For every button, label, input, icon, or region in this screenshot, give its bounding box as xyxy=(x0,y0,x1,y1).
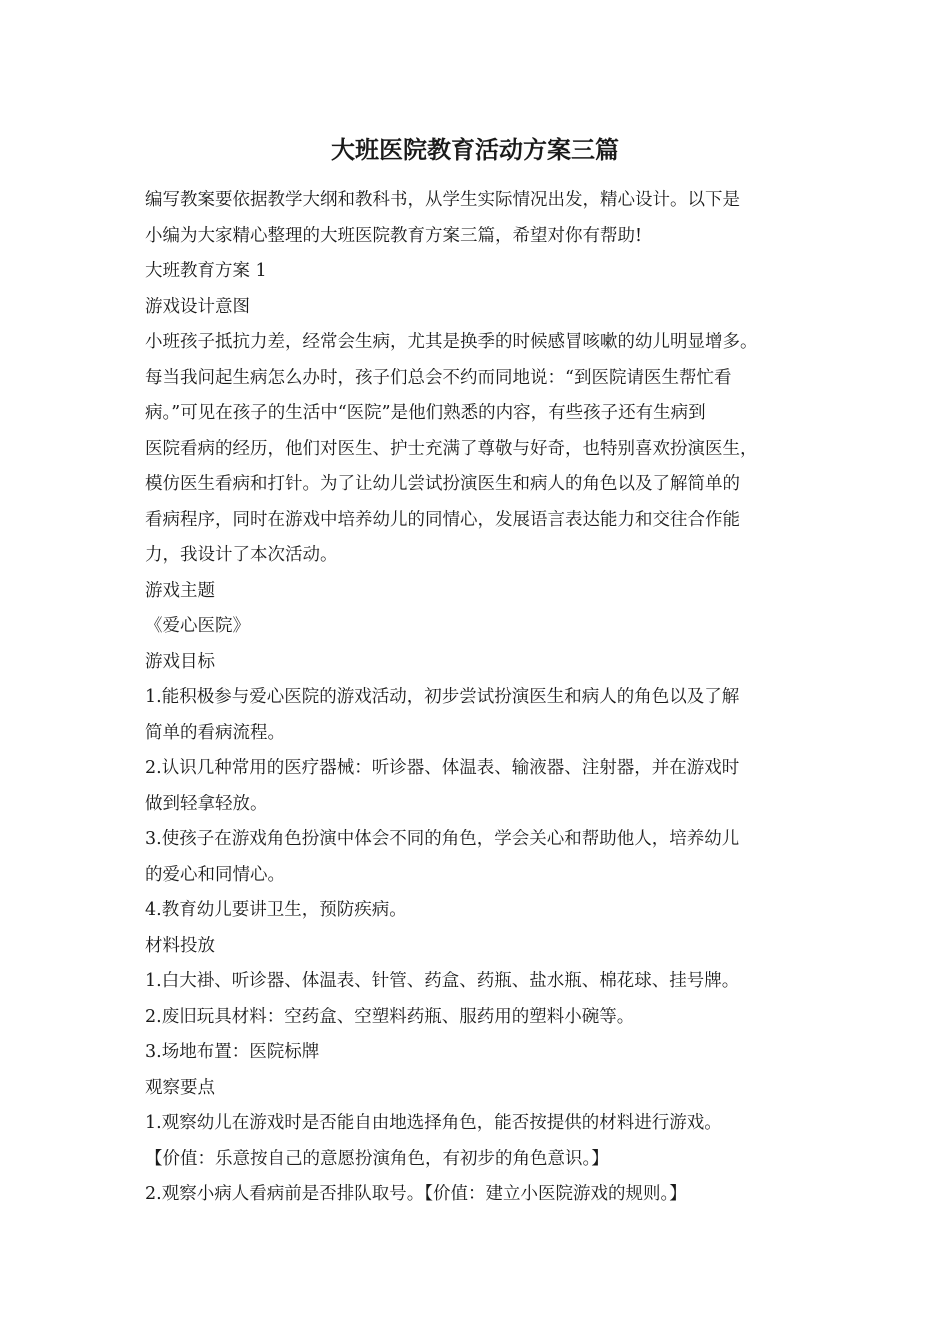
paragraph xyxy=(145,751,825,822)
text-line: 2.认识几种常用的医疗器械：听诊器、体温表、输液器、注射器，并在游戏时 xyxy=(145,758,740,778)
paragraph xyxy=(145,290,825,326)
paragraph xyxy=(145,1000,825,1036)
paragraph xyxy=(145,645,825,681)
text-line: 每当我问起生病怎么办时，孩子们总会不约而同地说：“到医院请医生帮忙看 xyxy=(145,367,732,388)
text-line: 做到轻拿轻放。 xyxy=(145,793,268,814)
text-line: 游戏目标 xyxy=(145,651,215,672)
text-line: 病。”可见在孩子的生活中“医院”是他们熟悉的内容，有些孩子还有生病到 xyxy=(145,403,706,423)
text-line: 《爱心医院》 xyxy=(145,616,250,636)
text-line: 游戏设计意图 xyxy=(145,296,250,317)
text-line: 简单的看病流程。 xyxy=(145,722,285,743)
text-line: 【价值：乐意按自己的意愿扮演角色，有初步的角色意识。】 xyxy=(145,1148,609,1169)
text-line: 力，我设计了本次活动。 xyxy=(145,545,338,565)
paragraph xyxy=(145,574,825,610)
text-line: 2.观察小病人看病前是否排队取号。【价值：建立小医院游戏的规则。】 xyxy=(145,1184,687,1204)
text-line: 2.废旧玩具材料：空药盒、空塑料药瓶、服药用的塑料小碗等。 xyxy=(145,1006,635,1027)
paragraph xyxy=(145,1035,825,1071)
paragraph xyxy=(145,609,825,645)
text-line: 1.能积极参与爱心医院的游戏活动，初步尝试扮演医生和病人的角色以及了解 xyxy=(145,687,740,707)
text-line: 大班教育方案 1 xyxy=(145,261,267,281)
paragraph xyxy=(145,964,825,1000)
text-line: 3.使孩子在游戏角色扮演中体会不同的角色，学会关心和帮助他人，培养幼儿 xyxy=(145,829,740,849)
text-line: 小编为大家精心整理的大班医院教育方案三篇，希望对你有帮助! xyxy=(145,225,643,246)
text-line: 1.观察幼儿在游戏时是否能自由地选择角色，能否按提供的材料进行游戏。 xyxy=(145,1113,722,1133)
paragraph xyxy=(145,680,825,751)
text-line: 游戏主题 xyxy=(145,580,215,601)
text-line: 观察要点 xyxy=(145,1077,215,1098)
text-line: 1.白大褂、听诊器、体温表、针管、药盒、药瓶、盐水瓶、棉花球、挂号牌。 xyxy=(145,971,740,991)
document-body xyxy=(145,183,825,1213)
text-line: 4.教育幼儿要讲卫生，预防疾病。 xyxy=(145,900,407,920)
paragraph xyxy=(145,1106,825,1142)
paragraph xyxy=(145,822,825,893)
text-line: 小班孩子抵抗力差，经常会生病，尤其是换季的时候感冒咳嗽的幼儿明显增多。 xyxy=(145,332,758,352)
paragraph xyxy=(145,183,825,254)
paragraph xyxy=(145,325,825,574)
paragraph xyxy=(145,893,825,929)
text-line: 的爱心和同情心。 xyxy=(145,864,285,885)
document-title: 大班医院教育活动方案三篇 xyxy=(331,135,619,164)
text-line: 编写教案要依据教学大纲和教科书，从学生实际情况出发，精心设计。以下是 xyxy=(145,190,740,210)
paragraph xyxy=(145,1071,825,1107)
paragraph xyxy=(145,929,825,965)
paragraph xyxy=(145,1142,825,1178)
text-line: 医院看病的经历，他们对医生、护士充满了尊敬与好奇，也特别喜欢扮演医生， xyxy=(145,438,758,459)
text-line: 看病程序，同时在游戏中培养幼儿的同情心，发展语言表达能力和交往合作能 xyxy=(145,509,740,530)
paragraph xyxy=(145,1177,825,1213)
text-line: 模仿医生看病和打针。为了让幼儿尝试扮演医生和病人的角色以及了解简单的 xyxy=(145,474,740,494)
text-line: 3.场地布置：医院标牌 xyxy=(145,1042,320,1062)
text-line: 材料投放 xyxy=(145,935,215,956)
paragraph xyxy=(145,254,825,290)
